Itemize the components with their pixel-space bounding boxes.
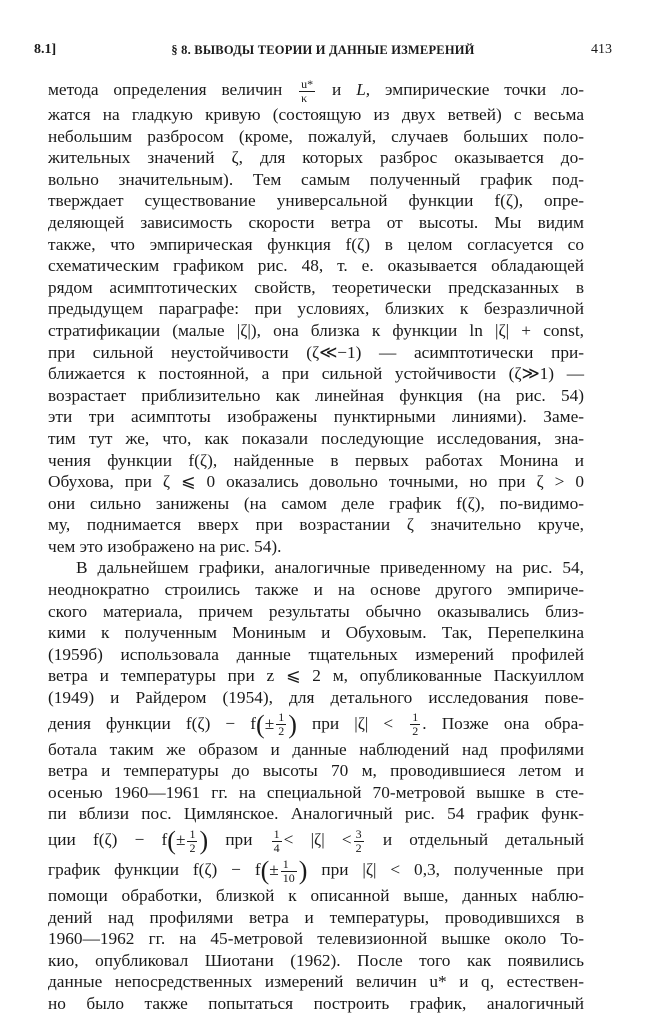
fraction: $\frac{3}{2}$ — [355, 826, 362, 855]
text-line: ского материала, причем результаты обычно оказывались близ- — [48, 601, 584, 621]
text-line: жительных значений ζ, для которых разброс оказывается до- — [48, 148, 584, 168]
text-line: неоднократно строились также и на основе другого эмпириче- — [48, 580, 584, 600]
text-line: (1949) и Райдером (1954), для детального исследования пове- — [48, 688, 584, 708]
text-line: чем это изображено на рис. 54). — [48, 536, 282, 556]
chapter-title: § 8. ВЫВОДЫ ТЕОРИИ И ДАННЫЕ ИЗМЕРЕНИЙ — [171, 43, 475, 57]
text-line: стратификации (малые |ζ|), она близка к функции ln |ζ| + const, — [48, 320, 584, 340]
text-line: помощи обработки, близкой к описанной выше, данных наблю- — [48, 886, 584, 905]
fraction: $\frac{1}{4}$ — [273, 826, 280, 855]
text-line: жатся на гладкую кривую (состоящую из двух ветвей) с весьма — [48, 105, 584, 124]
fraction: $\frac{1}{10}$ — [282, 856, 295, 885]
text-line: ботала таким же образом и данные наблюдений над профилями — [48, 739, 584, 759]
text-line: Обухова, при ζ ⩽ 0 оказались довольно точными, но при ζ > 0 — [48, 472, 584, 492]
text-line: при сильной неустойчивости (ζ≪−1) — асимптотически при- — [48, 342, 584, 362]
text-line: они сильно занижены (на самом деле график f(ζ), по-видимо- — [48, 493, 584, 513]
text-line: чения функции f(ζ), найденные в первых работах Монина и — [48, 450, 584, 470]
text-line: ветра и температуры при z ⩽ 2 м, опубликованные Паскуиллом — [48, 666, 584, 686]
section-number: 8.1] — [34, 42, 57, 57]
text-line: тим тут же, что, как показали последующие исследования, зна- — [48, 428, 584, 448]
text-line: пи вблизи пос. Цимлянское. Аналогичный рис. 54 график функ- — [48, 804, 584, 824]
text-line: ции f(ζ) − f(± $\frac{1}{2}$ ) при $\frac{1}{4}$ < |ζ| < $\frac{3}{2}$ и отдельный детальный — [48, 826, 584, 856]
text-line: график функции f(ζ) − f(± $\frac{1}{10}$ ) при |ζ| < 0,3, полученные при — [48, 856, 585, 886]
text-line: также, что эмпирическая функция f(ζ) в целом согласуется со — [48, 234, 584, 254]
fraction: $\frac{u*}{\kappa}$ — [301, 76, 314, 105]
text-line: (1959б) использовала данные тщательных измерений профилей — [48, 644, 584, 664]
text-line: кими к полученным Мониным и Обуховым. Так, Перепелкина — [48, 623, 584, 643]
text-line: данные непосредственных измерений величин u* и q, естествен- — [48, 972, 584, 992]
text-line: ветра и температуры до высоты 70 м, проводившиеся летом и — [48, 761, 584, 781]
body-text — [48, 76, 584, 1015]
text-line: вольно значительным). Тем самым полученный график под- — [48, 169, 584, 189]
text-line: му, поднимается вверх при возрастании ζ значительно круче, — [48, 515, 584, 535]
text-line: дения функции f(ζ) − f(± $\frac{1}{2}$ ) при |ζ| < $\frac{1}{2}$ . Позже она обра- — [48, 709, 584, 739]
text-line: предыдущем параграфе: при условиях, близких к безразличной — [48, 299, 584, 319]
text-line: ближается к постоянной, а при сильной устойчивости (ζ≫1) — — [48, 364, 584, 384]
text-line: небольшим разбросом (кроме, пожалуй, случаев больших поло- — [48, 126, 584, 146]
text-line: но было также попытаться построить график, аналогичный — [48, 993, 584, 1013]
text-line: В дальнейшем графики, аналогичные приведенному на рис. 54, — [76, 558, 584, 578]
text-line: деляющей зависимость скорости ветра от высоты. Мы видим — [48, 212, 584, 232]
fraction: $\frac{1}{2}$ — [278, 710, 285, 739]
text-line: тверждает существование универсальной функции f(ζ), опре- — [48, 191, 584, 211]
text-line: рядом асимптотических свойств, теоретически предсказанных в — [48, 277, 584, 297]
text-line: осенью 1960—1961 гг. на специальной 70-метровой вышке в сте- — [48, 782, 584, 802]
fraction: $\frac{1}{2}$ — [412, 710, 419, 739]
running-header — [34, 42, 612, 62]
text-line: схематическим графиком рис. 48, т. е. оказывается обладающей — [48, 256, 584, 276]
text-line: возрастает приблизительно как линейная функция (на рис. 54) — [48, 385, 584, 405]
text-line: кио, опубликовал Шиотани (1962). После того как появились — [48, 950, 584, 970]
text-line: дений над профилями ветра и температуры, проводившихся в — [48, 907, 584, 927]
text-line: метода определения величин $\frac{u*}{\kappa}$ и L, эмпирические точки ло- — [48, 76, 585, 105]
fraction: $\frac{1}{2}$ — [189, 826, 196, 855]
text-line: 1960—1962 гг. на 45-метровой телевизионной вышке около То- — [48, 929, 584, 949]
text-line: эти три асимптоты изображены пунктирными линиями). Заме- — [48, 407, 584, 427]
page-number: 413 — [591, 42, 612, 57]
